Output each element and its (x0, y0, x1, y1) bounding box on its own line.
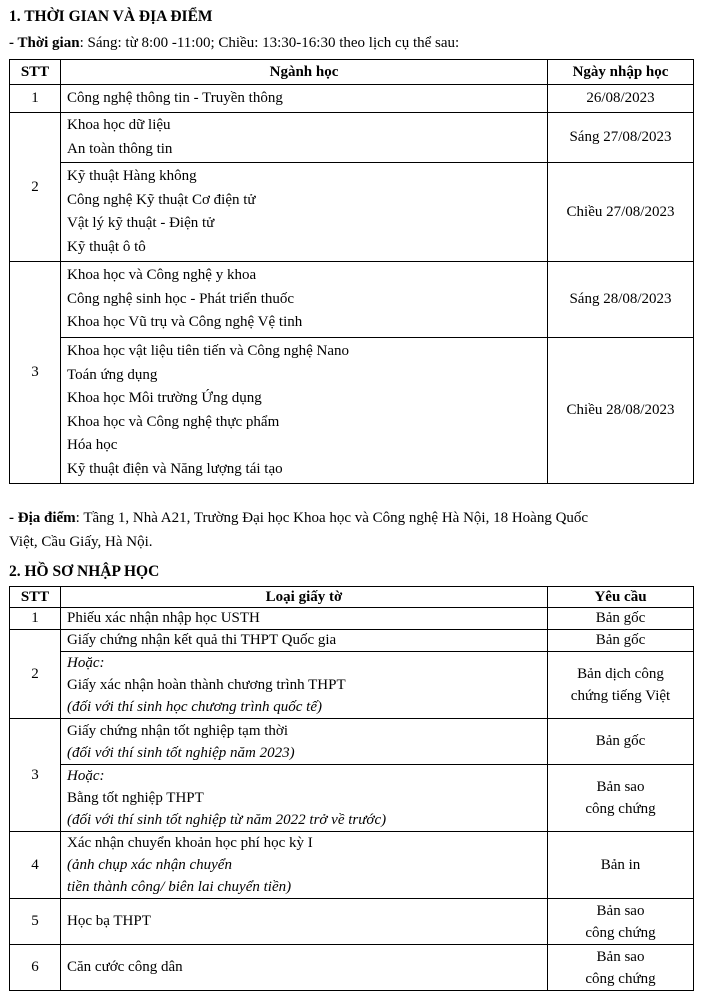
stt-cell: 1 (10, 608, 61, 630)
doc-note: (đối với thí sinh tốt nghiệp từ năm 2022 trở về trước) (67, 812, 387, 828)
stt-cell: 3 (10, 262, 61, 484)
table-row (10, 163, 694, 262)
major-item: Hóa học (67, 437, 118, 453)
location-text: : Tầng 1, Nhà A21, Trường Đại học Khoa học và Công nghệ Hà Nội, 18 Hoàng Quốc (75, 510, 589, 526)
doc-line (67, 765, 541, 809)
major-item: Công nghệ sinh học - Phát triển thuốc (67, 290, 295, 307)
doc-cell (61, 832, 548, 899)
major-cell (61, 113, 548, 163)
header-major: Ngành học (61, 60, 548, 85)
time-label: - Thời gian (9, 35, 80, 51)
stt-cell: 6 (10, 945, 61, 991)
major-item: Kỹ thuật điện và Năng lượng tái tạo (67, 460, 283, 477)
doc-text: Giấy xác nhận hoàn thành chương trình THPT (67, 677, 346, 693)
table-row (10, 945, 694, 991)
major-item: Toán ứng dụng (67, 366, 158, 383)
major-item: Khoa học Vũ trụ và Công nghệ Vệ tinh (67, 314, 303, 331)
req-cell (548, 899, 694, 945)
table-row (10, 719, 694, 765)
date-cell: Sáng 28/08/2023 (548, 262, 694, 338)
header-requirement: Yêu cầu (548, 587, 694, 608)
documents-header-row (10, 587, 694, 608)
major-cell (61, 163, 548, 262)
table-row (10, 608, 694, 630)
major-item: Khoa học và Công nghệ y khoa (67, 267, 257, 284)
req-line: công chứng (585, 970, 656, 987)
doc-line (67, 652, 541, 696)
req-line: công chứng (585, 924, 656, 941)
table-row (10, 262, 694, 338)
req-cell: Bản gốc (548, 630, 694, 652)
major-cell (61, 85, 548, 113)
date-cell: Chiều 28/08/2023 (548, 338, 694, 484)
table-row (10, 899, 694, 945)
schedule-header-row (10, 60, 694, 85)
doc-cell: Căn cước công dân (61, 945, 548, 991)
doc-line (67, 832, 541, 876)
req-cell: Bản gốc (548, 608, 694, 630)
header-doc-type: Loại giấy tờ (61, 587, 548, 608)
documents-table (9, 586, 694, 991)
doc-note: (đối với thí sinh tốt nghiệp năm 2023) (67, 744, 295, 761)
alt-prefix: Hoặc: (67, 768, 105, 784)
doc-note: tiền thành công/ biên lai chuyển tiền) (67, 879, 292, 895)
req-cell: Bản in (548, 832, 694, 899)
table-row (10, 652, 694, 719)
major-item: Kỹ thuật Hàng không (67, 168, 197, 184)
section2-title: 2. HỒ SƠ NHẬP HỌC (9, 563, 160, 580)
req-cell (548, 945, 694, 991)
major-item: Vật lý kỹ thuật - Điện tử (67, 215, 215, 231)
stt-cell: 4 (10, 832, 61, 899)
major-cell (61, 338, 548, 484)
section1-title: 1. THỜI GIAN VÀ ĐỊA ĐIỂM (9, 8, 213, 25)
req-cell (548, 652, 694, 719)
stt-cell: 5 (10, 899, 61, 945)
doc-cell (61, 719, 548, 765)
date-cell: 26/08/2023 (548, 85, 694, 113)
table-row (10, 338, 694, 484)
req-line: chứng tiếng Việt (570, 688, 671, 704)
stt-cell: 2 (10, 630, 61, 719)
doc-text: Bằng tốt nghiệp THPT (67, 790, 204, 806)
major-item: Khoa học và Công nghệ thực phẩm (67, 413, 280, 430)
table-row (10, 85, 694, 113)
req-line: công chứng (585, 801, 656, 817)
header-date: Ngày nhập học (548, 60, 694, 85)
location-label: - Địa điểm (9, 510, 76, 526)
req-line: Bản sao (596, 948, 645, 965)
req-line: Bản sao (596, 779, 645, 795)
time-line (9, 35, 459, 52)
table-row (10, 832, 694, 899)
major-cell (61, 262, 548, 338)
header-stt: STT (10, 60, 61, 85)
doc-text: Xác nhận chuyển khoản học phí học kỳ I (67, 835, 313, 851)
stt-cell: 2 (10, 113, 61, 262)
date-cell: Sáng 27/08/2023 (548, 113, 694, 163)
doc-cell: Học bạ THPT (61, 899, 548, 945)
major-item: Khoa học vật liệu tiên tiến và Công nghệ Nano (67, 343, 350, 359)
doc-cell (61, 652, 548, 719)
req-line: Bản sao (596, 902, 645, 919)
doc-note: (ảnh chụp xác nhận chuyển (67, 857, 232, 873)
doc-cell: Giấy chứng nhận kết quả thi THPT Quốc gia (61, 630, 548, 652)
major-item: Khoa học dữ liệu (67, 117, 171, 133)
stt-cell: 3 (10, 719, 61, 832)
major-item: Công nghệ thông tin - Truyền thông (67, 89, 283, 106)
doc-cell (61, 765, 548, 832)
major-item: An toàn thông tin (67, 140, 173, 157)
date-cell: Chiều 27/08/2023 (548, 163, 694, 262)
table-row (10, 113, 694, 163)
major-item: Công nghệ Kỹ thuật Cơ điện tử (67, 191, 256, 208)
time-text: : Sáng: từ 8:00 -11:00; Chiều: 13:30-16:30 theo lịch cụ thể sau: (79, 35, 460, 51)
doc-cell: Phiếu xác nhận nhập học USTH (61, 608, 548, 630)
location-line-2: Việt, Cầu Giấy, Hà Nội. (9, 534, 153, 550)
table-row (10, 630, 694, 652)
location-line (9, 510, 588, 527)
req-cell: Bản gốc (548, 719, 694, 765)
alt-prefix: Hoặc: (67, 655, 105, 671)
table-row (10, 765, 694, 832)
schedule-table (9, 59, 694, 484)
stt-cell: 1 (10, 85, 61, 113)
major-item: Khoa học Môi trường Ứng dụng (67, 390, 262, 406)
major-item: Kỹ thuật ô tô (67, 238, 146, 255)
req-cell (548, 765, 694, 832)
req-line: Bản dịch công (577, 666, 664, 682)
doc-text: Giấy chứng nhận tốt nghiệp tạm thời (67, 722, 289, 739)
header-stt: STT (10, 587, 61, 608)
doc-note: (đối với thí sinh học chương trình quốc tế) (67, 699, 322, 715)
